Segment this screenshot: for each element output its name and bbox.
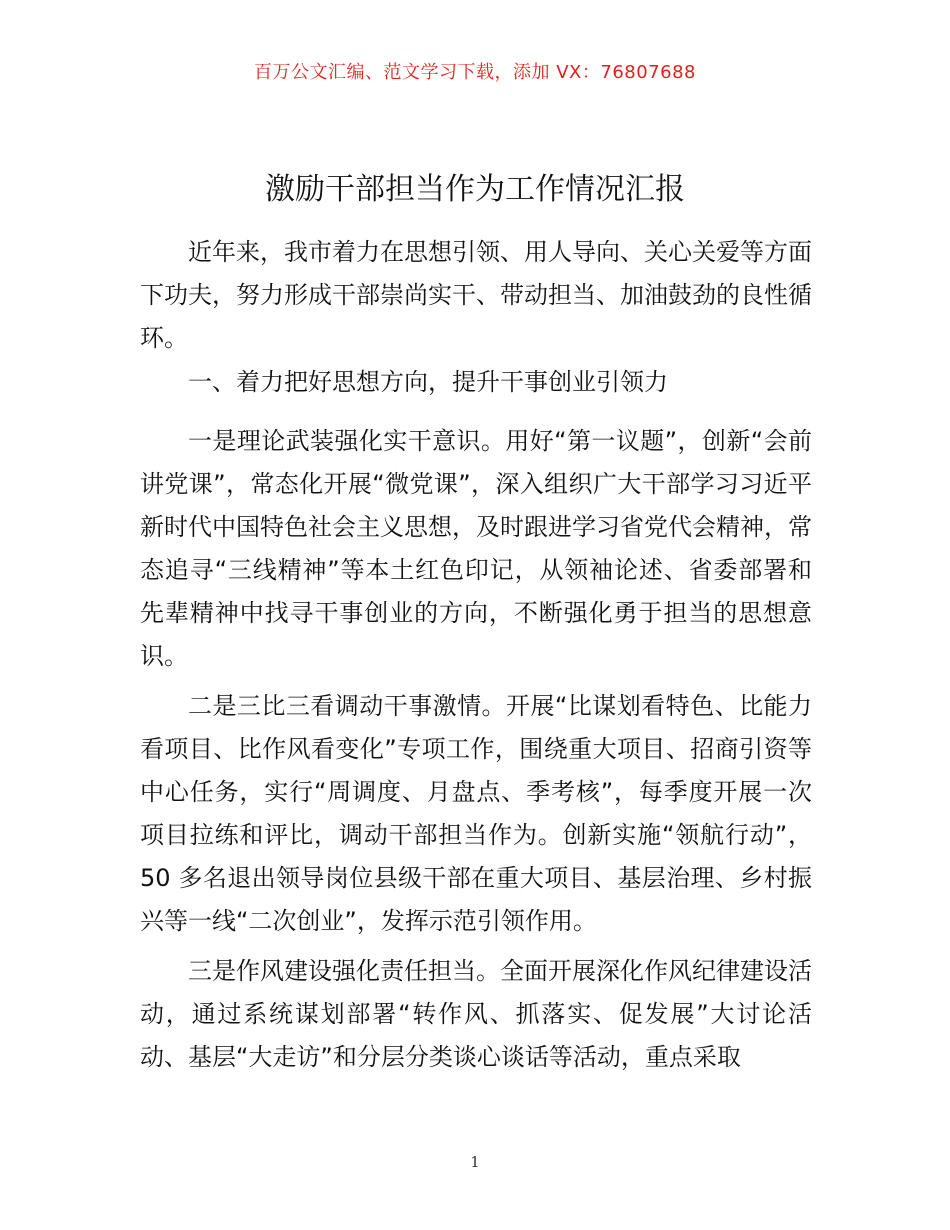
page-number: 1 bbox=[470, 1153, 480, 1171]
promo-header: 百万公文汇编、范文学习下载，添加 VX：76807688 bbox=[254, 62, 696, 83]
paragraph-text: 二是三比三看调动干事激情。开展“比谋划看特色、比能力看项目、比作风看变化”专项工作，围绕重大项目、招商引资等中心任务，实行“周调度、月盘点、季考核”，每季度开展一次项目拉练和评比，调动干部担当作为。创新实施“领航行动”，50 多名退出领导岗位县级干部在重大项目、基层治理、乡村振兴等一线“二次创业”，发挥示范引领作用。 bbox=[140, 692, 812, 935]
section-heading-text: 一、着力把好思想方向，提升干事创业引领力 bbox=[188, 368, 668, 396]
paragraph-point-2 bbox=[140, 685, 812, 943]
paragraph-text: 一是理论武装强化实干意识。用好“第一议题”，创新“会前讲党课”，常态化开展“微党课”，深入组织广大干部学习习近平新时代中国特色社会主义思想，及时跟进学习省党代会精神，常态追寻“三线精神”等本土红色印记，从领袖论述、省委部署和先辈精神中找寻干事创业的方向，不断强化勇于担当的思想意识。 bbox=[140, 427, 812, 670]
paragraph-intro bbox=[140, 231, 812, 360]
paragraph-point-1 bbox=[140, 420, 812, 678]
paragraph-text: 三是作风建设强化责任担当。全面开展深化作风纪律建设活动，通过系统谋划部署“转作风、抓落实、促发展”大讨论活动、基层“大走访”和分层分类谈心谈话等活动，重点采取 bbox=[140, 957, 812, 1071]
paragraph-text: 近年来，我市着力在思想引领、用人导向、关心关爱等方面下功夫，努力形成干部崇尚实干、带动担当、加油鼓劲的良性循环。 bbox=[140, 238, 812, 352]
document-title: 激励干部担当作为工作情况汇报 bbox=[265, 172, 685, 207]
paragraph-point-3 bbox=[140, 950, 812, 1079]
section-heading bbox=[140, 361, 812, 404]
